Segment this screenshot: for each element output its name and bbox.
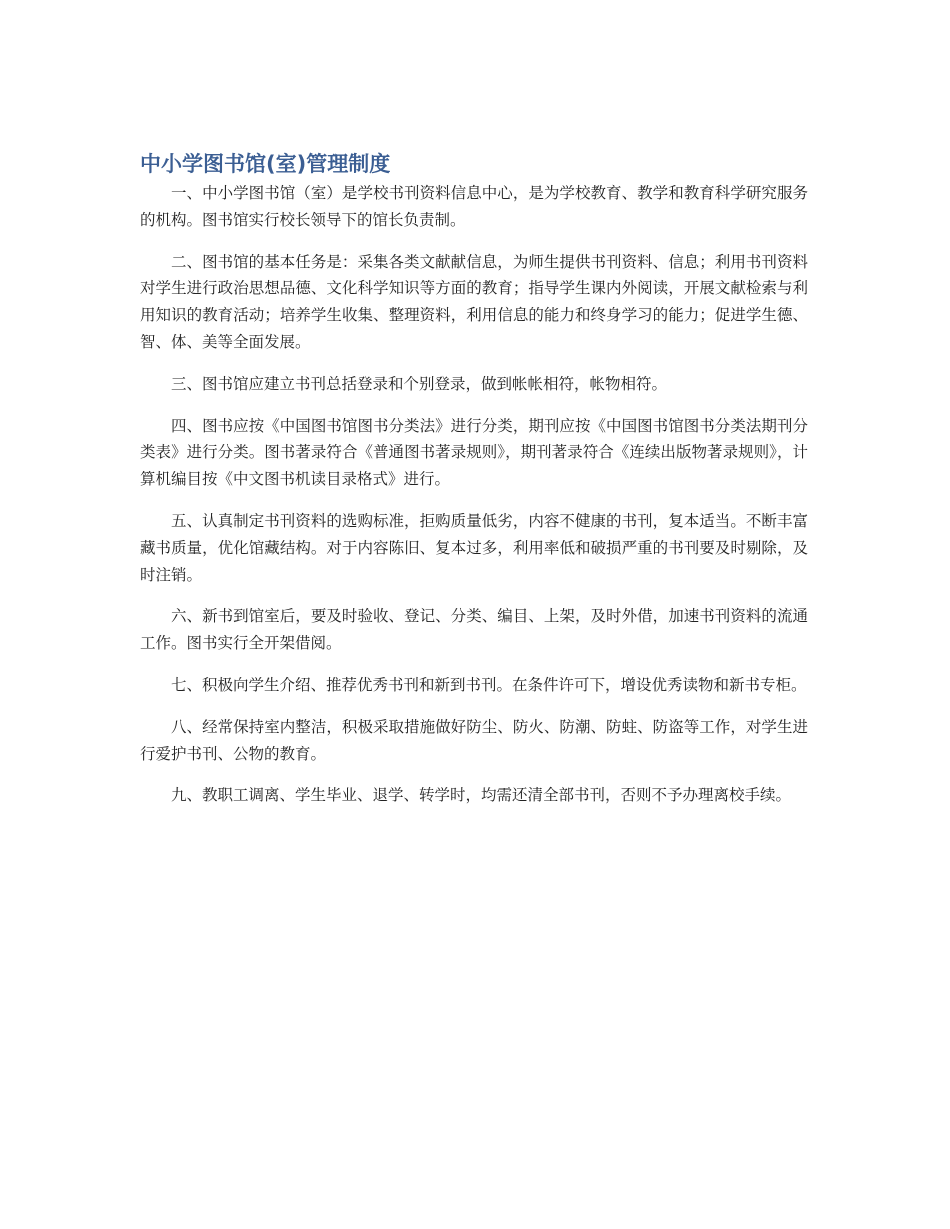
paragraph-4: 四、图书应按《中国图书馆图书分类法》进行分类，期刊应按《中国图书馆图书分类法期刊分类表》进行分类。图书著录符合《普通图书著录规则》，期刊著录符合《连续出版物著录规则》，计算机编目按《中文图书机读目录格式》进行。: [140, 416, 808, 489]
document-title: 中小学图书馆(室)管理制度: [140, 152, 391, 176]
paragraph-9: 九、教职工调离、学生毕业、退学、转学时，均需还清全部书刊，否则不予办理离校手续。: [171, 786, 792, 805]
paragraph-3: 三、图书馆应建立书刊总括登录和个别登录，做到帐帐相符，帐物相符。: [171, 374, 668, 393]
paragraph-2: 二、图书馆的基本任务是：采集各类文献献信息，为师生提供书刊资料、信息；利用书刊资料对学生进行政治思想品德、文化科学知识等方面的教育；指导学生课内外阅读，开展文献检索与利用知识的教育活动；培养学生收集、整理资料，利用信息的能力和终身学习的能力；促进学生德、智、体、美等全面发展。: [140, 252, 808, 351]
paragraph-5: 五、认真制定书刊资料的选购标准，拒购质量低劣，内容不健康的书刊，复本适当。不断丰富藏书质量，优化馆藏结构。对于内容陈旧、复本过多，利用率低和破损严重的书刊要及时剔除，及时注销。: [140, 511, 808, 584]
paragraph-1: 一、中小学图书馆（室）是学校书刊资料信息中心，是为学校教育、教学和教育科学研究服务的机构。图书馆实行校长领导下的馆长负责制。: [140, 184, 808, 229]
paragraph-6: 六、新书到馆室后，要及时验收、登记、分类、编目、上架，及时外借，加速书刊资料的流通工作。图书实行全开架借阅。: [140, 607, 808, 653]
paragraph-7: 七、积极向学生介绍、推荐优秀书刊和新到书刊。在条件许可下，增设优秀读物和新书专柜。: [171, 675, 807, 694]
document-body: [140, 180, 808, 824]
paragraph-8: 八、经常保持室内整洁，积极采取措施做好防尘、防火、防潮、防蛀、防盗等工作，对学生进行爱护书刊、公物的教育。: [140, 717, 808, 763]
